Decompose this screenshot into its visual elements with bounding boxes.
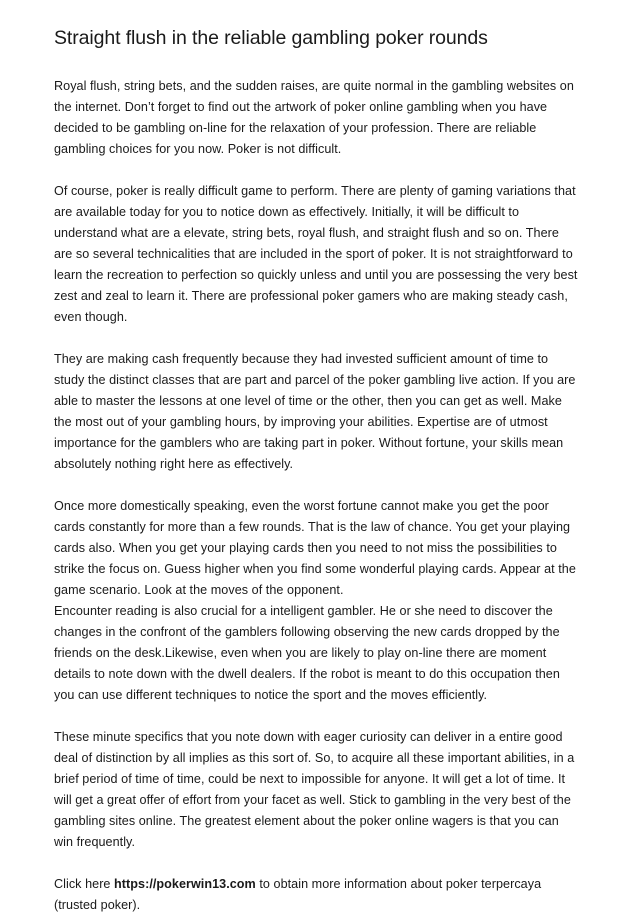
footer-prefix: Click here	[54, 877, 115, 891]
paragraph-1: Royal flush, string bets, and the sudden raises, are quite normal in the gambling websites on the internet. Don’t forget to find out the artwork of poker online gambling when you have decided to be gambling on-line for the relaxation of your profession. There are reliable gambling choices for you now. Poker is not difficult.	[54, 79, 574, 156]
paragraph-3: They are making cash frequently because they had invested sufficient amount of time to study the distinct classes that are part and parcel of the poker gambling live action. If you are able to master the lessons at one level of time or the other, then you can get as well. Make the most out of your gambling hours, by improving your abilities. Expertise are of utmost importance for the gamblers who are taking part in poker. Without fortune, your skills mean absolutely nothing right here as effectively.	[54, 352, 576, 471]
paragraph-6: These minute specifics that you note down with eager curiosity can deliver in a entire good deal of distinction by all implies as this sort of. So, to acquire all these important abilities, in a brief period of time of time, could be next to impossible for anyone. It will get a lot of time. It will get a great offer of effort from your facet as well. Stick to gambling in the very best of the gambling sites online. The greatest element about the poker online wagers is that you can win frequently.	[54, 730, 575, 849]
footer-paragraph	[54, 874, 588, 916]
paragraph-4: Once more domestically speaking, even the worst fortune cannot make you get the poor cards constantly for more than a few rounds. That is the law of chance. You get your playing cards also. When you get your playing cards then you need to not miss the possibilities to strike the focus on. Guess higher when you find some wonderful playing cards. Appear at the game scenario. Look at the moves of the opponent.	[54, 499, 576, 597]
footer-suffix: to obtain more information about poker terpercaya (trusted poker).	[54, 877, 542, 912]
page-title: Straight flush in the reliable gambling poker rounds	[54, 27, 488, 49]
paragraph-5: Encounter reading is also crucial for a intelligent gambler. He or she need to discover the changes in the confront of the gamblers following observing the new cards dropped by the friends on the desk.Likewise, even when you are likely to play on-line there are moment details to note down with the dwell dealers. If the robot is meant to do this occupation then you can use different techniques to notice the sport and the moves efficiently.	[54, 604, 560, 702]
paragraph-2: Of course, poker is really difficult game to perform. There are plenty of gaming variations that are available today for you to notice down as effectively. Initially, it will be difficult to understand what are a elevate, string bets, royal flush, and straight flush and so on. There are so several technicalities that are included in the sport of poker. It is not straightforward to learn the recreation to perfection so quickly unless and until you are possessing the very best zest and zeal to learn it. There are professional poker gamers who are making steady cash, even though.	[54, 184, 578, 324]
pokerwin-link[interactable]: https://pokerwin13.com	[114, 877, 256, 891]
